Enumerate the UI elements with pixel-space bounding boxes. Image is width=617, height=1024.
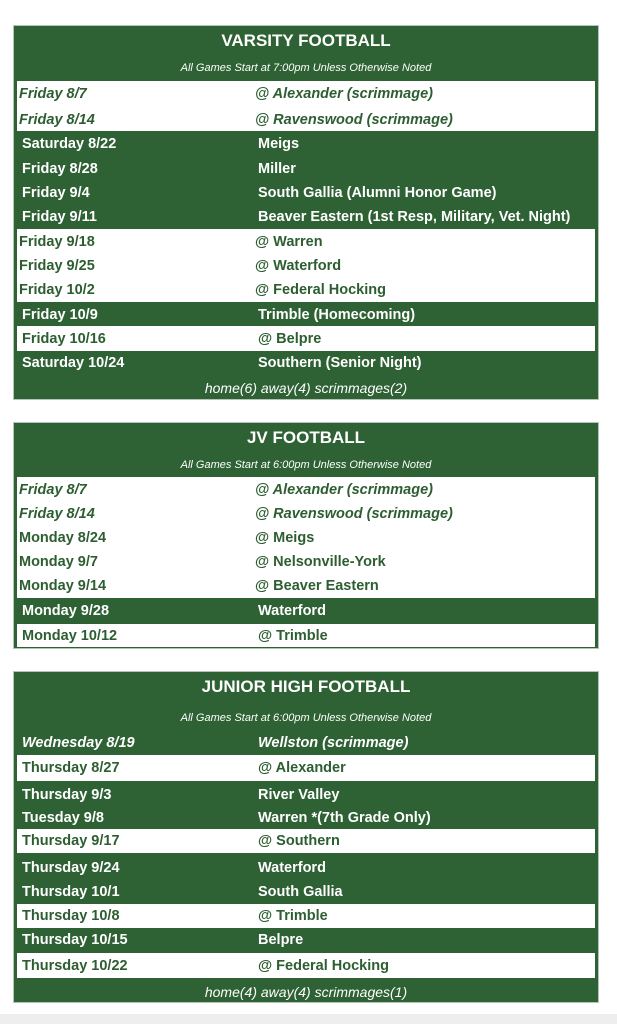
game-row bbox=[14, 755, 598, 781]
game-opponent: River Valley bbox=[258, 787, 340, 803]
game-row bbox=[14, 730, 598, 755]
game-date: Friday 10/9 bbox=[22, 306, 98, 323]
game-date: Friday 9/4 bbox=[22, 185, 90, 201]
game-opponent: @ Waterford bbox=[255, 258, 342, 274]
game-row bbox=[14, 278, 598, 302]
game-opponent: South Gallia (Alumni Honor Game) bbox=[258, 185, 497, 201]
game-opponent: Beaver Eastern (1st Resp, Military, Vet. Night) bbox=[258, 209, 571, 225]
game-date: Monday 9/14 bbox=[19, 578, 107, 594]
game-row bbox=[14, 107, 598, 132]
game-date: Monday 9/7 bbox=[19, 554, 98, 570]
game-row bbox=[14, 904, 598, 928]
game-opponent: @ Alexander (scrimmage) bbox=[255, 481, 434, 498]
game-date: Thursday 9/3 bbox=[22, 787, 112, 803]
game-row bbox=[14, 856, 598, 880]
game-row bbox=[14, 254, 598, 278]
game-opponent: Miller bbox=[258, 160, 296, 177]
game-opponent: @ Belpre bbox=[258, 330, 322, 347]
schedule-title: JV FOOTBALL bbox=[246, 428, 366, 447]
game-date: Friday 8/7 bbox=[19, 85, 87, 102]
game-row bbox=[14, 526, 598, 550]
game-opponent: Wellston (scrimmage) bbox=[258, 734, 409, 751]
game-opponent: @ Alexander (scrimmage) bbox=[255, 85, 434, 102]
jv-schedule bbox=[13, 422, 599, 649]
game-row bbox=[14, 477, 598, 502]
game-date: Friday 8/7 bbox=[19, 481, 87, 498]
game-date: Monday 9/28 bbox=[22, 603, 110, 619]
game-row bbox=[14, 205, 598, 229]
schedule-subtitle: All Games Start at 7:00pm Unless Otherwise Noted bbox=[180, 62, 432, 74]
game-opponent: @ Ravenswood (scrimmage) bbox=[255, 506, 453, 522]
game-row bbox=[14, 953, 598, 978]
game-row bbox=[14, 132, 598, 156]
schedule-summary: home(4) away(4) scrimmages(1) bbox=[204, 984, 408, 1000]
game-date: Thursday 10/15 bbox=[22, 932, 128, 948]
schedule-title: JUNIOR HIGH FOOTBALL bbox=[201, 677, 411, 696]
game-date: Monday 10/12 bbox=[22, 627, 118, 644]
game-date: Friday 10/16 bbox=[22, 330, 106, 347]
game-row bbox=[14, 303, 598, 326]
game-opponent: @ Beaver Eastern bbox=[255, 578, 379, 594]
game-opponent: @ Trimble bbox=[258, 908, 328, 924]
game-date: Friday 10/2 bbox=[19, 282, 95, 298]
game-date: Thursday 10/1 bbox=[22, 884, 120, 900]
game-date: Friday 9/18 bbox=[19, 233, 95, 250]
junior-high-schedule bbox=[13, 671, 599, 1003]
game-opponent: @ Alexander bbox=[258, 760, 346, 776]
game-row bbox=[14, 624, 598, 647]
game-row bbox=[14, 598, 598, 624]
game-date: Tuesday 9/8 bbox=[22, 810, 104, 826]
game-date: Wednesday 8/19 bbox=[22, 734, 135, 751]
game-opponent: Meigs bbox=[258, 136, 300, 152]
game-row bbox=[14, 229, 598, 254]
game-date: Friday 8/28 bbox=[22, 160, 98, 177]
schedule-subtitle: All Games Start at 6:00pm Unless Otherwise Noted bbox=[180, 459, 432, 471]
game-opponent: @ Southern bbox=[258, 833, 340, 849]
game-date: Thursday 9/24 bbox=[22, 860, 120, 876]
game-date: Saturday 8/22 bbox=[22, 136, 117, 152]
schedule-summary: home(6) away(4) scrimmages(2) bbox=[204, 380, 408, 396]
game-opponent: @ Federal Hocking bbox=[255, 282, 386, 298]
game-opponent: @ Trimble bbox=[258, 627, 328, 644]
game-date: Thursday 9/17 bbox=[22, 833, 120, 849]
game-opponent: Warren *(7th Grade Only) bbox=[258, 810, 431, 826]
page-bottom-strip bbox=[0, 1014, 617, 1024]
game-date: Friday 8/14 bbox=[19, 111, 95, 128]
game-opponent: Trimble (Homecoming) bbox=[258, 306, 416, 323]
game-opponent: @ Warren bbox=[255, 233, 323, 250]
game-row bbox=[14, 81, 598, 106]
game-row bbox=[14, 574, 598, 598]
game-row bbox=[14, 807, 598, 829]
game-opponent: Belpre bbox=[258, 932, 304, 948]
game-date: Saturday 10/24 bbox=[22, 354, 125, 371]
game-row bbox=[14, 156, 598, 181]
game-opponent: South Gallia bbox=[258, 884, 343, 900]
game-opponent: @ Meigs bbox=[255, 530, 315, 546]
game-row bbox=[14, 502, 598, 526]
game-date: Friday 8/14 bbox=[19, 506, 95, 522]
game-opponent: @ Federal Hocking bbox=[258, 957, 389, 974]
game-date: Friday 9/25 bbox=[19, 258, 95, 274]
game-row bbox=[14, 783, 598, 807]
game-row bbox=[14, 550, 598, 574]
game-row bbox=[14, 928, 598, 952]
varsity-schedule bbox=[13, 25, 599, 400]
game-date: Thursday 10/22 bbox=[22, 957, 128, 974]
game-row bbox=[14, 351, 598, 374]
game-row bbox=[14, 880, 598, 904]
schedule-subtitle: All Games Start at 6:00pm Unless Otherwise Noted bbox=[180, 712, 432, 724]
game-date: Thursday 10/8 bbox=[22, 908, 120, 924]
game-date: Monday 8/24 bbox=[19, 530, 107, 546]
game-opponent: Waterford bbox=[258, 603, 326, 619]
game-row bbox=[14, 326, 598, 351]
game-date: Thursday 8/27 bbox=[22, 760, 120, 776]
game-opponent: Southern (Senior Night) bbox=[258, 354, 422, 371]
game-row bbox=[14, 181, 598, 205]
game-row bbox=[14, 829, 598, 853]
schedule-title: VARSITY FOOTBALL bbox=[221, 31, 391, 50]
game-date: Friday 9/11 bbox=[22, 209, 97, 225]
game-opponent: @ Nelsonville-York bbox=[255, 554, 386, 570]
game-opponent: @ Ravenswood (scrimmage) bbox=[255, 111, 453, 128]
game-opponent: Waterford bbox=[258, 860, 326, 876]
